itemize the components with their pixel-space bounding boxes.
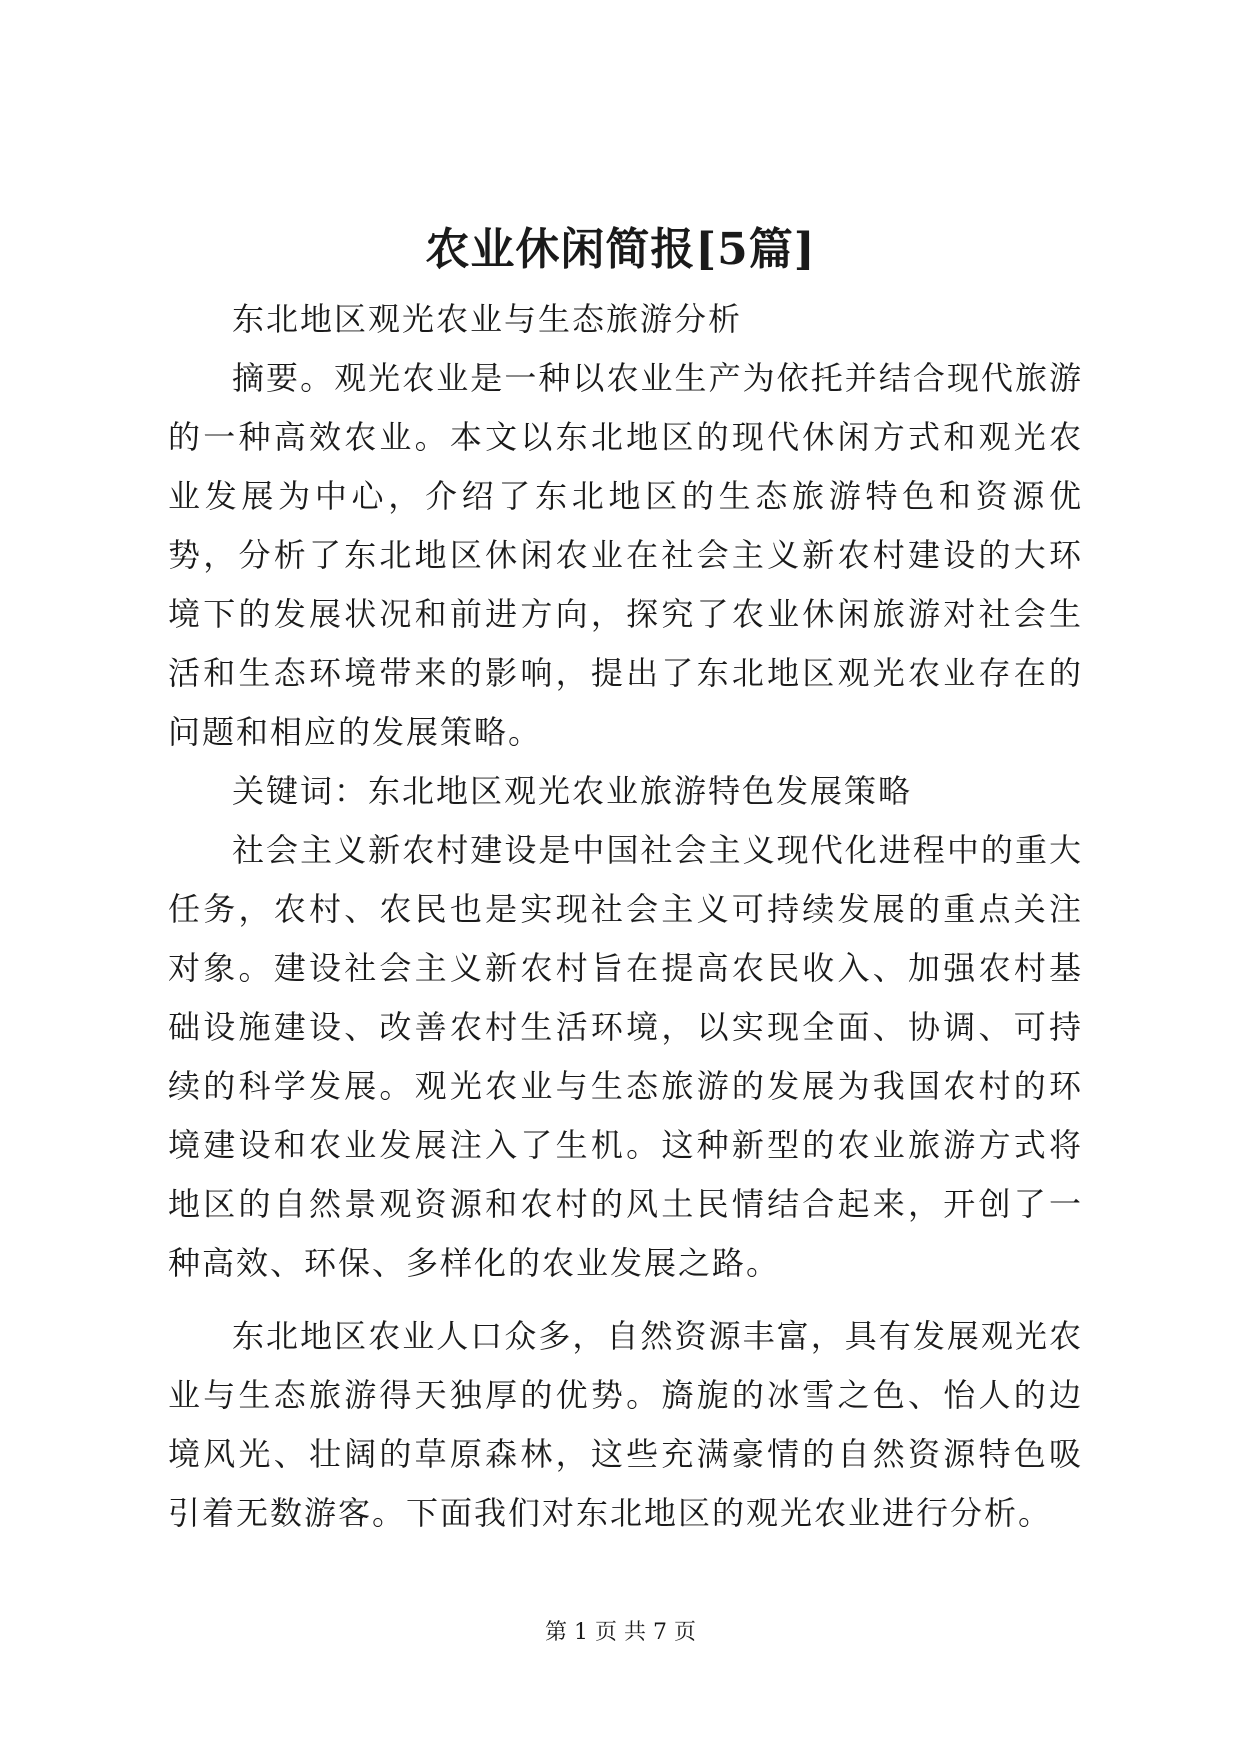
abstract-paragraph: 摘要。观光农业是一种以农业生产为依托并结合现代旅游的一种高效农业。本文以东北地区的现代休闲方式和观光农业发展为中心，介绍了东北地区的生态旅游特色和资源优势，分析了东北地区休闲农业在社会主义新农村建设的大环境下的发展状况和前进方向，探究了农业休闲旅游对社会生活和生态环境带来的影响，提出了东北地区观光农业存在的问题和相应的发展策略。 [168, 359, 1083, 751]
keywords-paragraph: 关键词：东北地区观光农业旅游特色发展策略 [232, 772, 913, 810]
page-footer: 第 1 页 共 7 页 [545, 1620, 696, 1645]
document-title: 农业休闲简报[5篇] [425, 224, 816, 275]
section-heading: 东北地区观光农业与生态旅游分析 [232, 300, 743, 338]
body-paragraph: 东北地区农业人口众多，自然资源丰富，具有发展观光农业与生态旅游得天独厚的优势。旖旎的冰雪之色、怡人的边境风光、壮阔的草原森林，这些充满豪情的自然资源特色吸引着无数游客。下面我们对东北地区的观光农业进行分析。 [168, 1317, 1083, 1532]
body-paragraph: 社会主义新农村建设是中国社会主义现代化进程中的重大任务，农村、农民也是实现社会主义可持续发展的重点关注对象。建设社会主义新农村旨在提高农民收入、加强农村基础设施建设、改善农村生活环境，以实现全面、协调、可持续的科学发展。观光农业与生态旅游的发展为我国农村的环境建设和农业发展注入了生机。这种新型的农业旅游方式将地区的自然景观资源和农村的风土民情结合起来，开创了一种高效、环保、多样化的农业发展之路。 [168, 831, 1083, 1282]
document-body [168, 290, 1083, 1543]
